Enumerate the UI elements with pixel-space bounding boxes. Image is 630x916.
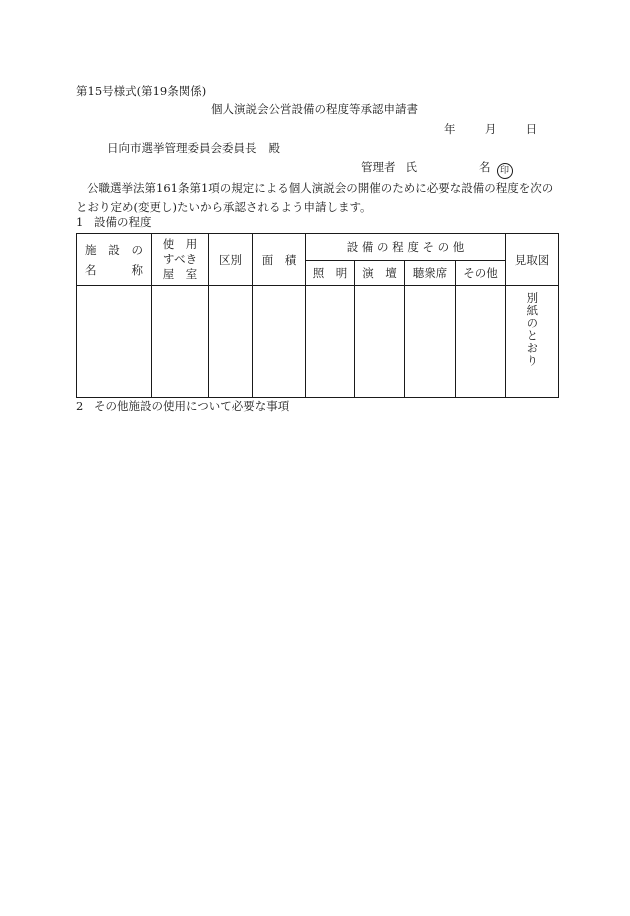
header-room: 使 用 すべき 屋 室 bbox=[152, 234, 209, 286]
date-line bbox=[444, 124, 537, 136]
section-heading-1 bbox=[76, 217, 152, 229]
cell-category bbox=[209, 286, 253, 398]
subheader-seats: 聴衆席 bbox=[405, 261, 456, 286]
header-facility-name: 施 設 の 名 称 bbox=[77, 234, 152, 286]
section-number: 2 bbox=[76, 399, 84, 413]
header-equipment-group: 設 備 の 程 度 そ の 他 bbox=[306, 234, 506, 261]
applicant-line bbox=[361, 162, 513, 179]
cell-sketch bbox=[506, 286, 559, 398]
subheader-stage: 演 壇 bbox=[355, 261, 405, 286]
addressee bbox=[107, 143, 280, 155]
document-title: 個人演説会公営設備の程度等承認申請書 bbox=[211, 102, 418, 116]
form-number: 第15号様式(第19条関係) bbox=[76, 84, 207, 98]
header-sketch: 見取図 bbox=[506, 234, 559, 286]
cell-seats bbox=[405, 286, 456, 398]
body-paragraph: 公職選挙法第161条第1項の規定による個人演説会の開催のために必要な設備の程度を次のとおり定め(変更し)たいから承認されるよう申請します。 bbox=[76, 181, 554, 214]
equipment-table bbox=[76, 233, 559, 398]
cell-area bbox=[253, 286, 306, 398]
addressee-name: 日向市選挙管理委員会委員長 bbox=[107, 141, 257, 155]
cell-stage bbox=[355, 286, 405, 398]
section-label: その他施設の使用について必要な事項 bbox=[94, 399, 290, 413]
seal-mark: 印 bbox=[497, 163, 513, 179]
honorific: 殿 bbox=[268, 141, 280, 155]
section-label: 設備の程度 bbox=[94, 215, 152, 229]
subheader-other: その他 bbox=[456, 261, 506, 286]
header-area: 面 積 bbox=[253, 234, 306, 286]
cell-other bbox=[456, 286, 506, 398]
applicant-surname-label: 氏 bbox=[405, 160, 417, 174]
header-category: 区別 bbox=[209, 234, 253, 286]
cell-lighting bbox=[306, 286, 355, 398]
section-heading-2 bbox=[76, 401, 289, 413]
cell-facility-name bbox=[77, 286, 152, 398]
applicant-name-label: 名 bbox=[479, 160, 491, 174]
subheader-lighting: 照 明 bbox=[306, 261, 355, 286]
sketch-note: 別紙のとおり bbox=[525, 292, 540, 367]
date-day-label: 日 bbox=[525, 122, 538, 136]
date-year-label: 年 bbox=[444, 122, 456, 136]
date-month-label: 月 bbox=[484, 122, 497, 136]
section-number: 1 bbox=[76, 215, 84, 229]
cell-room bbox=[152, 286, 209, 398]
applicant-role: 管理者 bbox=[361, 160, 396, 174]
